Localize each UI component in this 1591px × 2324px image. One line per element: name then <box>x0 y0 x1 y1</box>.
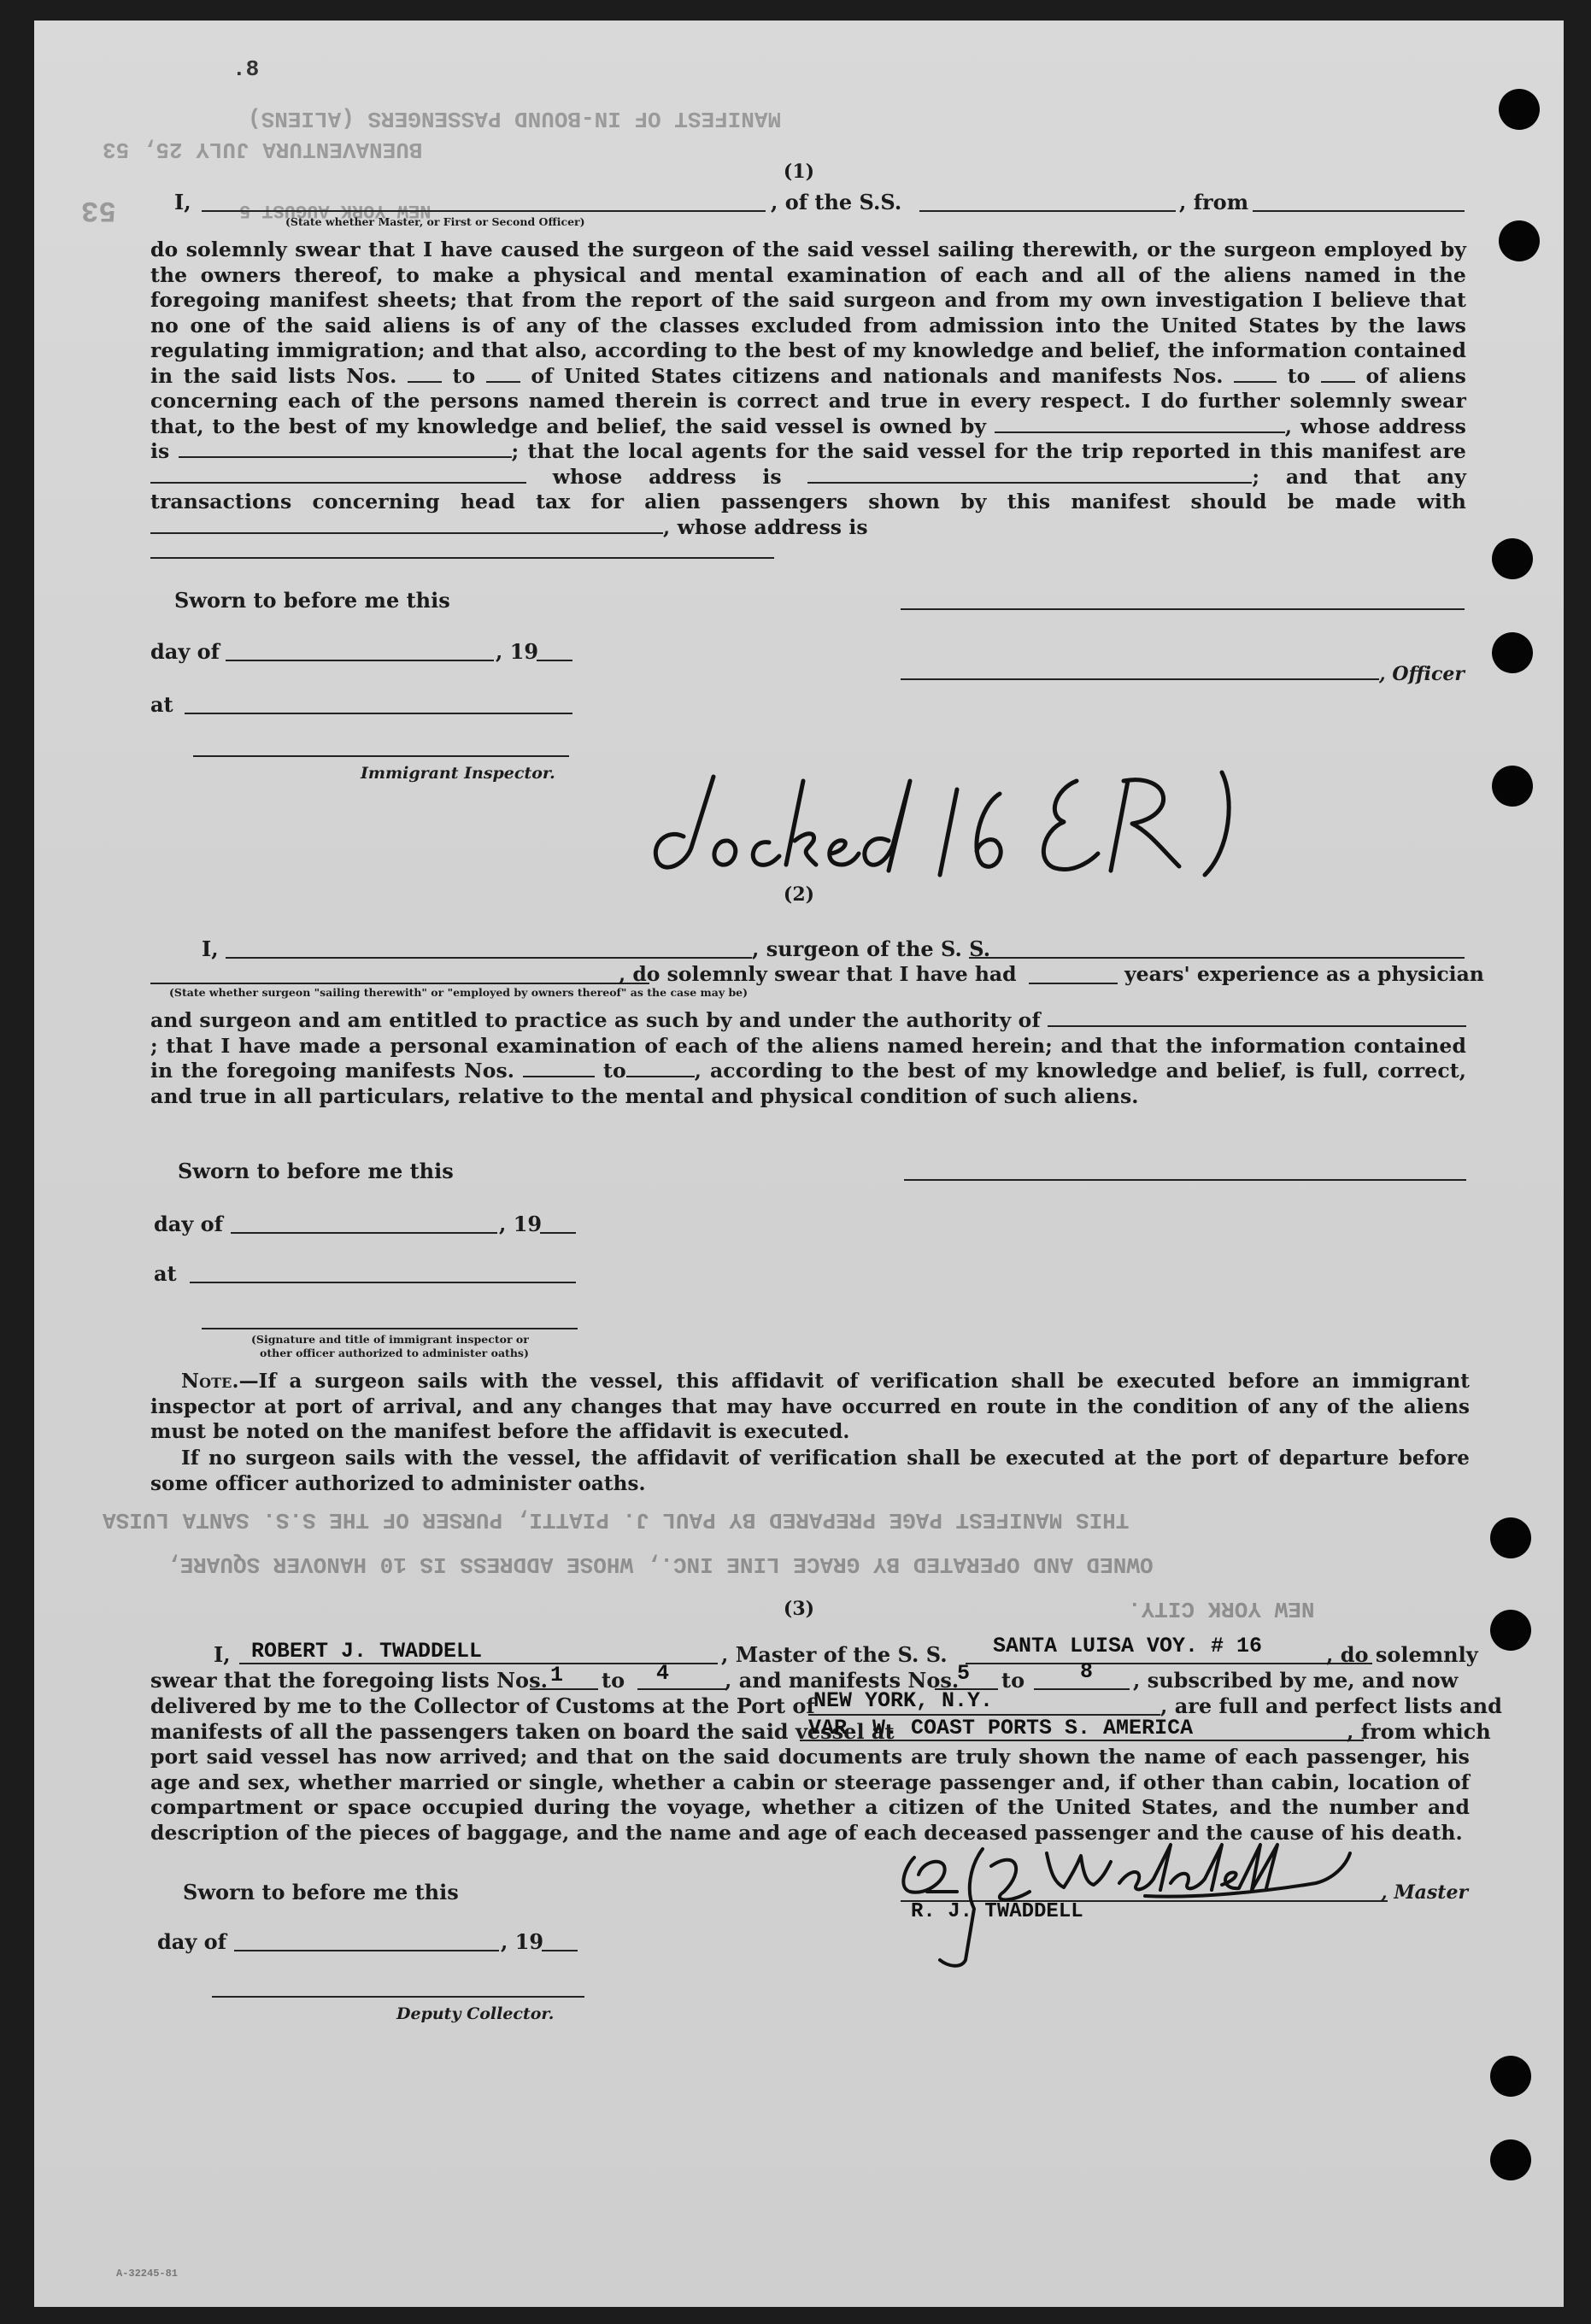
s3-nineteen: , 19 <box>501 1929 544 1954</box>
s3-day-of: day of <box>157 1929 226 1954</box>
s3-ports-line <box>800 1740 1364 1741</box>
s1-officer-line <box>901 678 1379 680</box>
s3-manifests-to-line <box>1034 1688 1130 1690</box>
punch-hole <box>1490 2139 1531 2180</box>
s2-sig-caption-2: other officer authorized to administer oaths) <box>260 1347 529 1359</box>
s3-collector-label: Deputy Collector. <box>396 2004 555 2023</box>
s2-name-line <box>226 957 752 959</box>
s3-master-name: ROBERT J. TWADDELL <box>251 1639 483 1664</box>
s3-manifests-to-word: to <box>1001 1668 1025 1693</box>
s3-lists-to: 4 <box>656 1661 670 1686</box>
punch-hole <box>1490 2056 1531 2097</box>
bleed-through-middle-2: OWNED AND OPERATED BY GRACE LINE INC., WHOSE ADDRESS IS 10 HANOVER SQUARE, <box>167 1552 1154 1577</box>
s3-body-text: port said vessel has now arrived; and that on the said documents are truly shown the name of each passenger, his age and sex, whether married or single, whether a cabin or steerage passenger and, if other than cabin, location of compartment or space occupied during the voyage, whether a citizen of the United States, and the number and description of the pieces of baggage, and the name and age of each deceased passenger and the cause of his death. <box>150 1745 1470 1845</box>
s3-subscribed: , subscribed by me, and now <box>1133 1668 1459 1693</box>
manifest-affidavit-page <box>34 21 1564 2307</box>
punch-hole <box>1490 1517 1531 1558</box>
s3-delivered: delivered by me to the Collector of Customs at the Port of <box>150 1693 815 1718</box>
s1-sworn-label: Sworn to before me this <box>174 588 450 613</box>
s3-sworn-label: Sworn to before me this <box>183 1880 459 1904</box>
s3-port: NEW YORK, N.Y. <box>813 1688 994 1713</box>
s1-of-the-ss: , of the S.S. <box>771 190 902 214</box>
s2-at: at <box>154 1261 177 1286</box>
s1-vessel-line <box>919 210 1176 212</box>
section-2-heading: (2) <box>783 883 815 906</box>
s3-and-manifests: , and manifests Nos. <box>725 1668 960 1693</box>
s3-name-line <box>239 1663 718 1664</box>
punch-hole <box>1499 220 1540 261</box>
s2-note-label: Note. <box>181 1370 239 1393</box>
handwritten-note-text: docked 16 ER <box>632 755 639 756</box>
s3-vessel-line <box>966 1663 1372 1664</box>
s1-officer-label: , Officer <box>1379 663 1465 685</box>
s2-inspector-line <box>202 1328 578 1329</box>
s1-inspector-label: Immigrant Inspector. <box>361 764 555 783</box>
s2-note-text-2: If no surgeon sails with the vessel, the affidavit of verification shall be executed at the port of departure before some officer authorized to administer oaths. <box>150 1447 1470 1495</box>
s3-master-of: , Master of the S. S. <box>721 1642 948 1667</box>
bleed-through-marginal: 53 <box>81 193 116 226</box>
bleed-through-line2: BUENAVENTURA JULY 25, 53 <box>103 137 423 162</box>
s1-from: , from <box>1179 190 1249 214</box>
punch-hole <box>1492 538 1533 579</box>
s2-vessel-line <box>969 957 1465 959</box>
s1-officer-signature-line-top <box>901 608 1465 610</box>
corner-mark-top: .8 <box>232 56 260 82</box>
punch-hole <box>1499 89 1540 130</box>
s1-nineteen: , 19 <box>496 639 539 664</box>
punch-hole <box>1492 632 1533 673</box>
s3-manifests-from: 5 <box>957 1661 971 1686</box>
s1-at-line <box>185 713 572 714</box>
form-number: A-32245-81 <box>116 2268 179 2280</box>
s3-ports: VAR. W. COAST PORTS S. AMERICA <box>808 1716 1194 1740</box>
s3-typed-signature: R. J. TWADDELL <box>911 1900 1083 1923</box>
s3-day-line <box>234 1950 499 1951</box>
s3-lists-from-line <box>530 1688 598 1690</box>
s3-year-line <box>542 1950 578 1951</box>
s1-title-note: (State whether Master, or First or Second Officer) <box>285 215 585 228</box>
punch-hole <box>1490 1610 1531 1651</box>
s3-intro-i: I, <box>214 1642 231 1667</box>
s2-surgeon-of: , surgeon of the S. S. <box>752 936 991 961</box>
bleed-through-middle-1: THIS MANIFEST PAGE PREPARED BY PAUL J. PIATTI, PURSER OF THE S.S. SANTA LUISA <box>103 1507 1130 1533</box>
s2-at-line <box>190 1282 576 1283</box>
s1-day-line <box>226 660 494 661</box>
s1-body-text: do solemnly swear that I have caused the surgeon of the said vessel sailing therewith, or the surgeon employed by the owners thereof, to make a physical and mental examination of each and all of the aliens named in the foregoing manifest sheets; that from the report of the said surgeon and from my own investigation I believe that no one of the said aliens is of any of the classes excluded from admission into the United States by the laws regulating immigration; and that also, according to the best of my knowledge and belief, the information contained in the said lists Nos. to of United States citizens and nationals and manifests Nos. to of aliens concerning each of the persons named therein is correct and true in every respect. I do further solemnly swear that, to the best of my knowledge and belief, the said vessel is owned by , whose address is ; that the local agents for the said vessel for the trip reported in this manifest are whose address is ; and that any transactions concerning head tax for alien passengers shown by this manifest should be made with , whose address is <box>150 238 1466 566</box>
s2-note-small: (State whether surgeon "sailing therewith" or "employed by owners thereof" as the case may be) <box>169 986 749 999</box>
s1-at: at <box>150 692 173 717</box>
s3-are-full: , are full and perfect lists and <box>1160 1693 1502 1718</box>
s1-year-line <box>537 660 572 661</box>
s2-sig-caption-1: (Signature and title of immigrant inspector or <box>251 1333 529 1346</box>
s1-inspector-line <box>193 755 569 757</box>
s2-years-line <box>1029 983 1118 984</box>
bleed-through-middle-3: NEW YORK CITY. <box>1128 1596 1315 1622</box>
bleed-through-title: MANIFEST OF IN-BOUND PASSENGERS (ALIENS) <box>248 106 782 132</box>
handwritten-docked-note <box>632 755 1248 883</box>
s3-manifests-to: 8 <box>1080 1659 1094 1684</box>
s1-title-line <box>202 210 766 212</box>
s2-years-label: years' experience as a physician <box>1124 962 1484 986</box>
s2-sworn-label: Sworn to before me this <box>178 1159 454 1183</box>
section-1-heading: (1) <box>783 161 815 183</box>
s2-intro-i: I, <box>202 936 219 961</box>
s3-lists-to-line <box>637 1688 726 1690</box>
punch-hole <box>1492 766 1533 807</box>
s1-from-line <box>1253 210 1465 212</box>
s2-do-solemnly: , do solemnly swear that I have had <box>619 962 1017 986</box>
s2-note-text: Note.—If a surgeon sails with the vessel, this affidavit of verification shall be executed before an immigrant inspector at port of arrival, and any changes that may have occurred en route in the condition of any of the aliens must be noted on the manifest before the affidavit is executed. <box>150 1370 1470 1443</box>
s3-master-label: , Master <box>1381 1881 1469 1904</box>
s2-status-line <box>150 983 649 984</box>
s1-intro-i: I, <box>174 190 191 214</box>
s3-lists-from: 1 <box>550 1663 564 1687</box>
s2-year-line <box>540 1232 576 1234</box>
s1-day-of: day of <box>150 639 220 664</box>
s2-day-line <box>231 1232 497 1234</box>
s3-collector-line <box>212 1996 584 1998</box>
s2-nineteen: , 19 <box>499 1212 543 1236</box>
s3-do-solemnly: , do solemnly <box>1326 1642 1478 1667</box>
s2-signature-line <box>904 1179 1466 1181</box>
section-3-heading: (3) <box>783 1598 815 1620</box>
s3-manifests-of: manifests of all the passengers taken on board the said vessel at <box>150 1719 895 1744</box>
s3-swear-lists: swear that the foregoing lists Nos. <box>150 1668 548 1693</box>
s3-lists-to-word: to <box>602 1668 625 1693</box>
s2-body-text: and surgeon and am entitled to practice as such by and under the authority of ; that I have made a personal examination of each of the aliens named herein; and that the information contained in the foregoing manifests Nos. to , according to the best of my knowledge and belief, is full, correct, and true in all particulars, relative to the mental and physical condition of such aliens. <box>150 1008 1466 1108</box>
bleed-through-line3: NEW YORK AUGUST 5 <box>239 200 432 221</box>
s3-vessel: SANTA LUISA VOY. # 16 <box>993 1634 1263 1658</box>
s3-from-which: , from which <box>1347 1719 1491 1744</box>
s2-day-of: day of <box>154 1212 223 1236</box>
